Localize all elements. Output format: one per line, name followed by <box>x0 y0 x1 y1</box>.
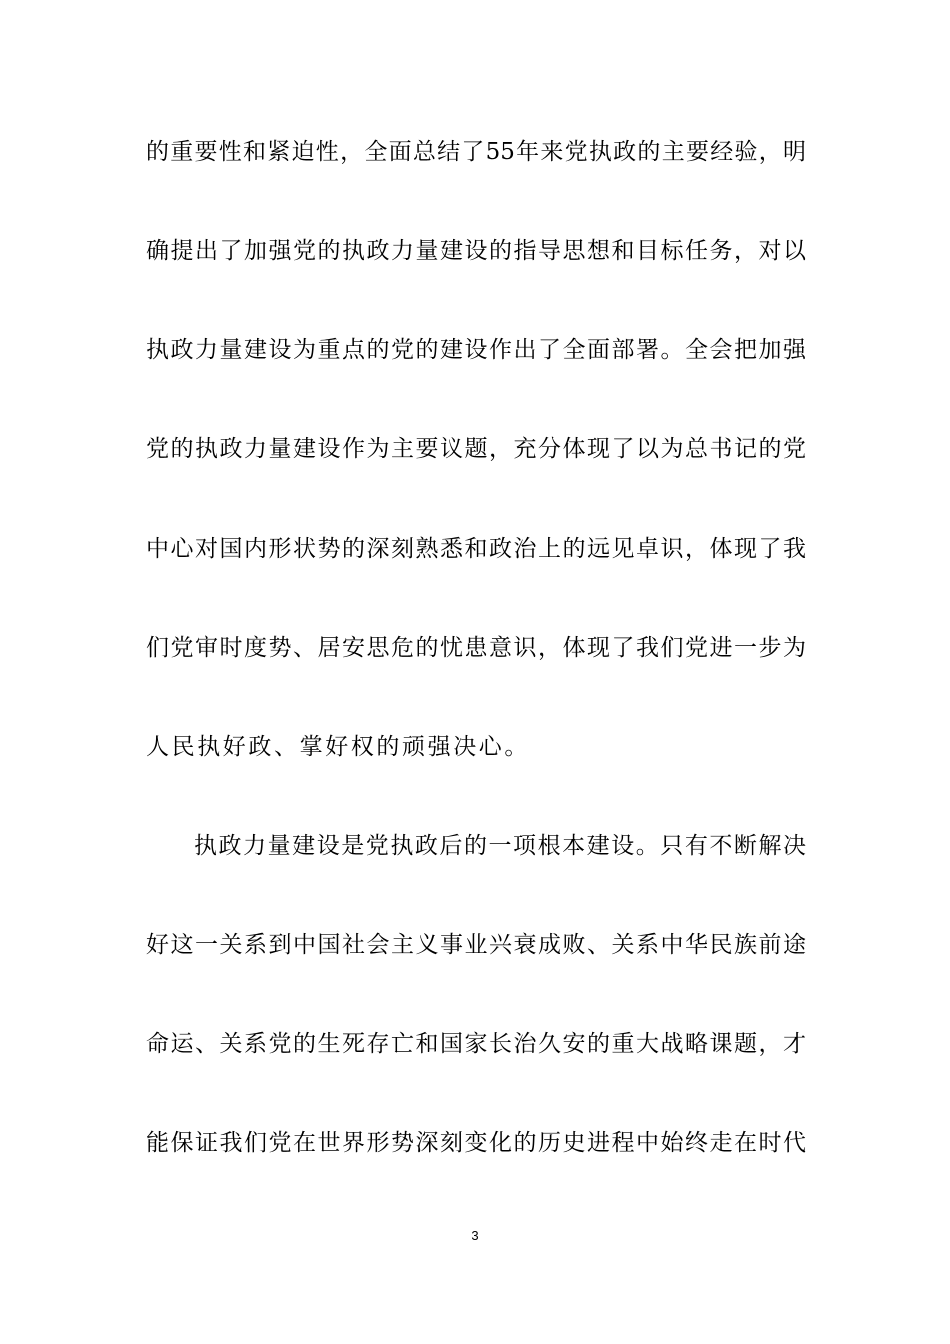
text-line-4: 党的执政力量建设作为主要议题，充分体现了以为总书记的党 <box>146 436 806 462</box>
text-line-2: 确提出了加强党的执政力量建设的指导思想和目标任务，对以 <box>146 238 806 264</box>
text-line-5: 中心对国内形状势的深刻熟悉和政治上的远见卓识，体现了我 <box>146 536 806 562</box>
text-line-7: 人民执好政、掌好权的顽强决心。 <box>146 734 530 760</box>
text-line-9: 好这一关系到中国社会主义事业兴衰成败、关系中华民族前途 <box>146 932 806 958</box>
text-line-10: 命运、关系党的生死存亡和国家长治久安的重大战略课题，才 <box>146 1031 806 1057</box>
text-line-6: 们党审时度势、居安思危的忧患意识，体现了我们党进一步为 <box>146 635 806 661</box>
text-line-1: 的重要性和紧迫性，全面总结了55年来党执政的主要经验，明 <box>146 139 806 165</box>
text-line-3: 执政力量建设为重点的党的建设作出了全面部署。全会把加强 <box>146 337 806 363</box>
text-line-11: 能保证我们党在世界形势深刻变化的历史进程中始终走在时代 <box>146 1130 806 1156</box>
text-line-8: 执政力量建设是党执政后的一项根本建设。只有不断解决 <box>194 833 806 859</box>
page-number: 3 <box>471 1228 479 1243</box>
